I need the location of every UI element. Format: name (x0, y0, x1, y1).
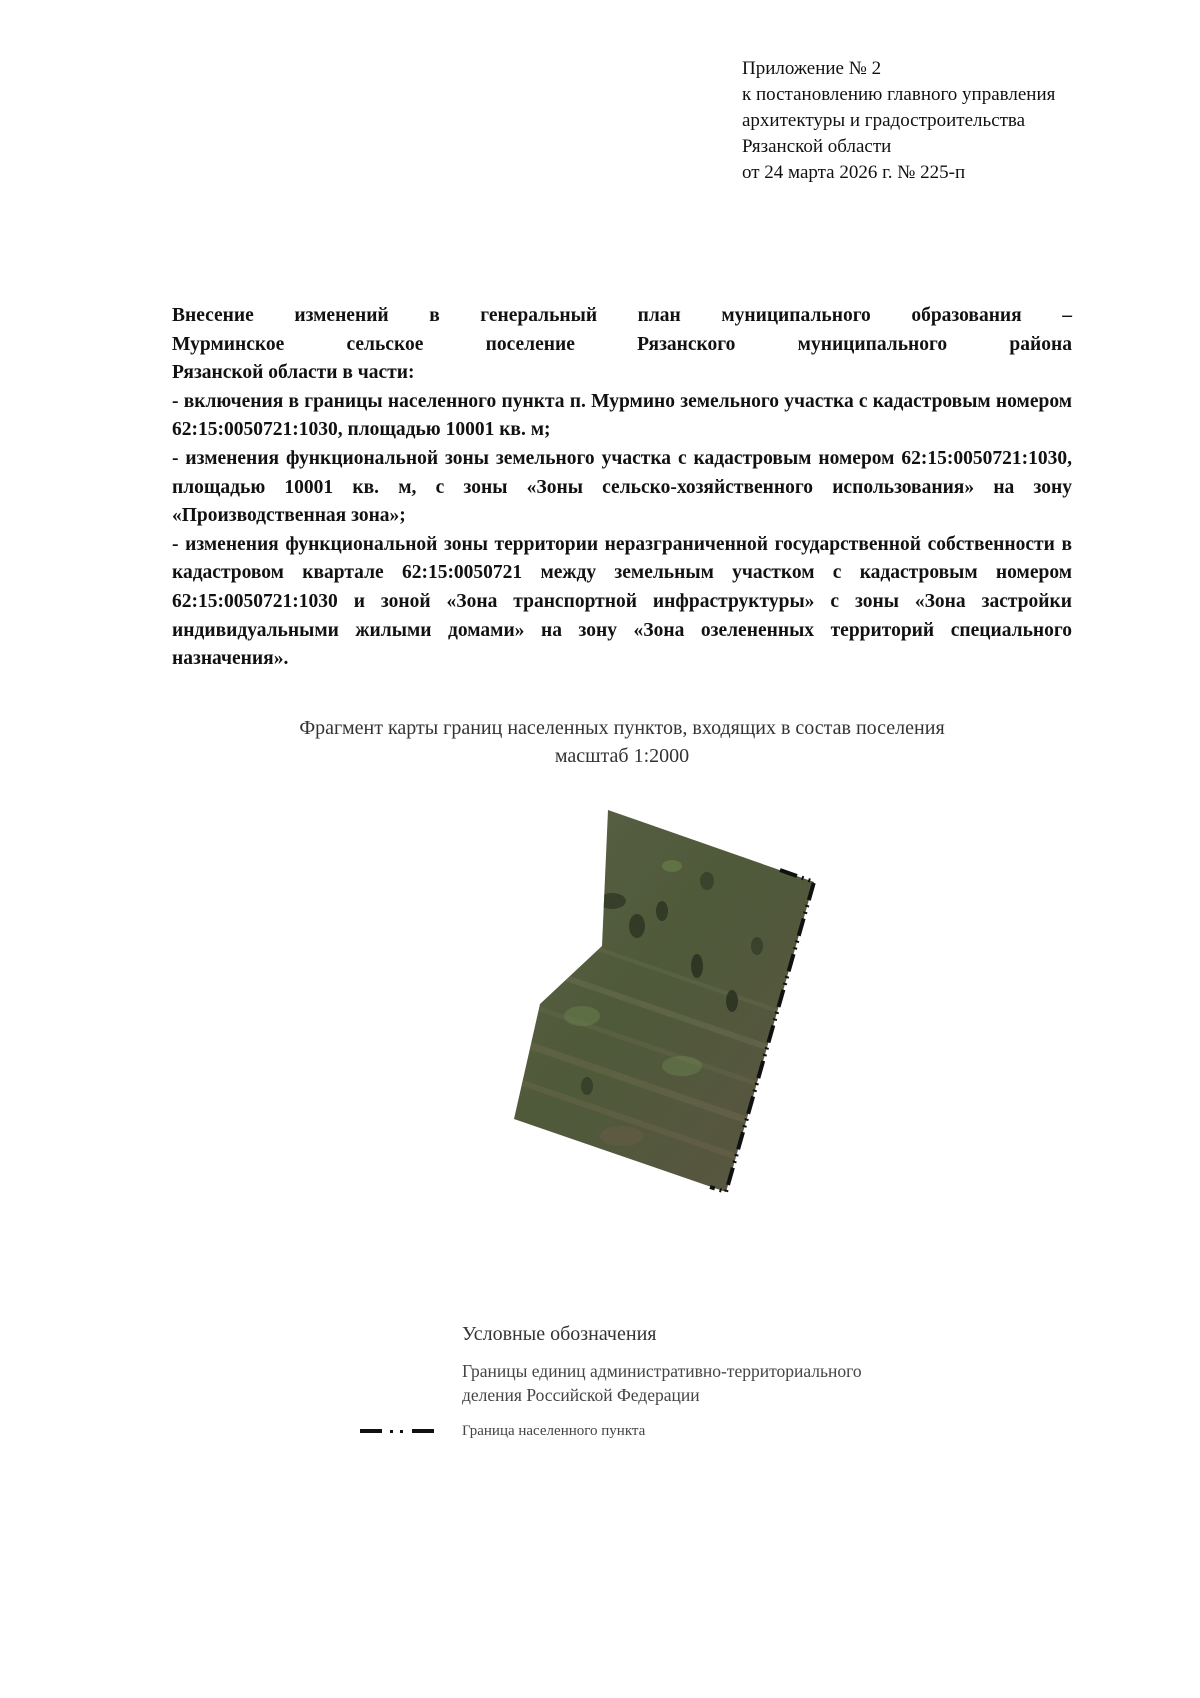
title-intro-line-3: Рязанской области в части: (172, 362, 415, 384)
legend-admin-line-2: деления Российской Федерации (462, 1385, 700, 1405)
map-fragment (462, 806, 820, 1312)
legend-admin-line-1: Границы единиц административно-территориального (462, 1361, 862, 1381)
appendix-authority: архитектуры и градостроительства (742, 110, 1026, 131)
appendix-resolution: к постановлению главного управления (742, 84, 1056, 105)
legend-admin-boundary (462, 1359, 862, 1407)
map-caption-title: Фрагмент карты границ населенных пунктов, входящих в состав поселения (299, 717, 945, 739)
title-intro-line-2: Мурминское сельское поселение Рязанского муниципального района (172, 333, 1072, 355)
aerial-photo-parcel (502, 810, 820, 1192)
appendix-date: от 24 марта 2026 г. № 225-п (742, 162, 966, 183)
legend-settlement-boundary (360, 1420, 645, 1442)
title-item-2: - изменения функциональной зоны земельного участка с кадастровым номером 62:15:0050721:1030, площадью 10001 кв. м, с зоны «Зоны сельско-хозяйственного использования» на зону «Производственная зона»; (172, 447, 1072, 527)
appendix-header (742, 56, 1162, 186)
document-title (172, 302, 1072, 674)
map-caption-scale: масштаб 1:2000 (554, 745, 690, 767)
appendix-region: Рязанской области (742, 136, 892, 157)
title-item-1: - включения в границы населенного пункта п. Мурмино земельного участка с кадастровым номером 62:15:0050721:1030, площадью 10001 кв. м; (172, 390, 1072, 441)
map-svg (462, 806, 820, 1312)
title-intro-line-1: Внесение изменений в генеральный план муниципального образования – (172, 305, 1072, 326)
legend-title: Условные обозначения (462, 1323, 657, 1345)
title-item-3: - изменения функциональной зоны территории неразграниченной государственной собственности в кадастровом квартале 62:15:0050721 между земельным участком с кадастровым номером 62:15:0050721:1030 и зоной «Зона транспортной инфраструктуры» с зоны «Зона застройки индивидуальными жилыми домами» на зону «Зона озелененных территорий специального назначения». (172, 533, 1072, 670)
legend-settlement-label: Граница населенного пункта (462, 1422, 646, 1439)
settlement-boundary-symbol (360, 1426, 434, 1436)
map-caption (172, 714, 1072, 770)
appendix-number: Приложение № 2 (742, 58, 882, 79)
